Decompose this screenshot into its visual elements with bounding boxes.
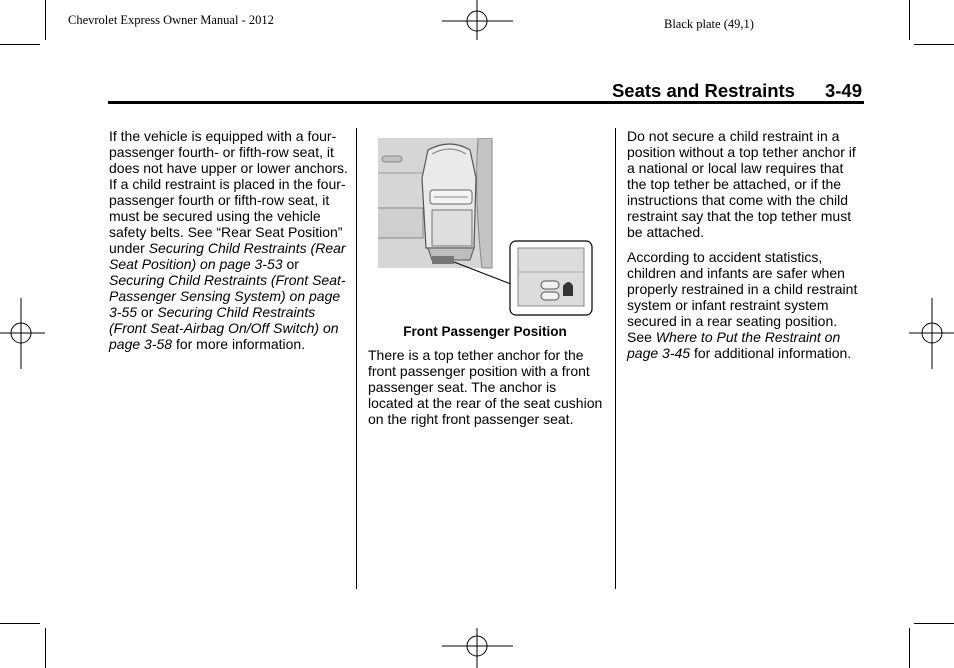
registration-mark-left bbox=[0, 296, 45, 371]
cross-reference-link[interactable]: Securing Child Restraints (Rear Seat Position) on page 3-53 bbox=[109, 240, 346, 272]
paragraph: If the vehicle is equipped with a four-passenger fourth- or fifth-row seat, it does not have upper or lower anchors. If a child restraint is placed in the four-passenger fourth or fifth-row seat, it must be secured using the vehicle safety belts. See “Rear Seat Position” under Securing Child Restraints (Rear Seat Position) on page 3-53 or Securing Child Restraints (Front Seat-Passenger Sensing System) on page 3-55 or Securing Child Restraints (Front Seat-Airbag On/Off Switch) on page 3-58 for more information. bbox=[109, 128, 348, 352]
cross-reference-link[interactable]: Securing Child Restraints (Front Seat-Passenger Sensing System) on page 3-55 bbox=[109, 272, 346, 320]
registration-mark-top bbox=[440, 0, 515, 40]
paragraph: According to accident statistics, children and infants are safer when properly restrained in a child restraint system or infant restraint system secured in a rear seating position. See Where to Put the Restraint on page 3-45 for additional information. bbox=[627, 249, 858, 361]
plate-label: Black plate (49,1) bbox=[664, 17, 754, 31]
column-3 bbox=[627, 128, 863, 370]
section-heading bbox=[612, 80, 862, 102]
registration-mark-right bbox=[909, 296, 954, 371]
manual-title: Chevrolet Express Owner Manual - 2012 bbox=[68, 13, 274, 27]
column-2 bbox=[368, 347, 604, 436]
paragraph: Do not secure a child restraint in a position without a top tether anchor if a national or local law requires that the top tether be attached, or if the instructions that come with the child restraint say that the top tether must be attached. bbox=[627, 128, 856, 240]
cross-reference-link[interactable]: Where to Put the Restraint on page 3-45 bbox=[627, 329, 841, 361]
paragraph: There is a top tether anchor for the front passenger position with a front passenger seat. The anchor is located at the rear of the seat cushion on the right front passenger seat. bbox=[368, 347, 603, 427]
column-1 bbox=[109, 128, 349, 361]
registration-mark-bottom bbox=[440, 628, 515, 668]
page-number: 3-49 bbox=[824, 80, 862, 101]
section-title: Seats and Restraints bbox=[611, 80, 795, 101]
column-divider bbox=[356, 128, 357, 589]
figure-caption: Front Passenger Position bbox=[403, 324, 567, 339]
cross-reference-link[interactable]: Securing Child Restraints (Front Seat-Airbag On/Off Switch) on page 3-58 bbox=[109, 304, 339, 352]
column-divider bbox=[615, 128, 616, 589]
front-passenger-seat-illustration bbox=[378, 138, 593, 318]
header-rule bbox=[108, 101, 864, 104]
